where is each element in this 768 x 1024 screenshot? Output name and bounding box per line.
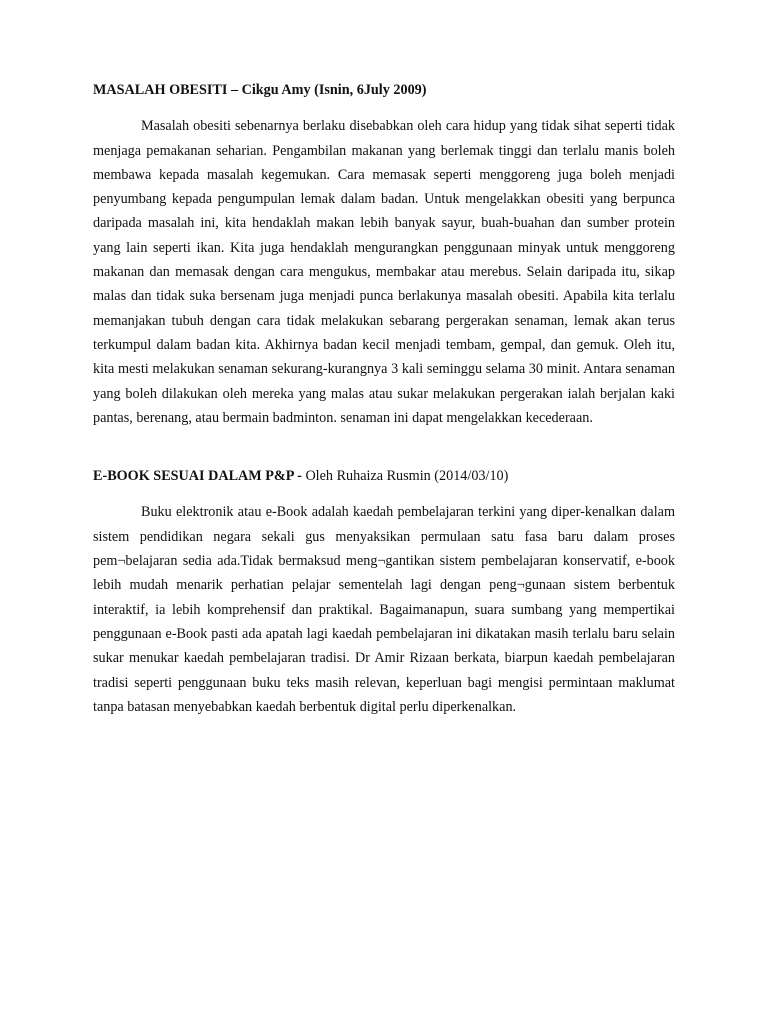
article-byline: Oleh Ruhaiza Rusmin (2014/03/10) <box>305 468 509 485</box>
article-heading <box>93 464 675 488</box>
article-title: MASALAH OBESITI – Cikgu Amy (Isnin, 6July 2009) <box>93 82 427 98</box>
document-page <box>93 78 675 719</box>
article-ebook <box>93 464 675 719</box>
article-heading <box>93 78 675 102</box>
article-title: E-BOOK SESUAI DALAM P&P - <box>93 468 306 485</box>
article-obesiti <box>93 78 675 430</box>
article-body: Buku elektronik atau e-Book adalah kaedah pembelajaran terkini yang diper-kenalkan dalam sistem pendidikan negara sekali gus menyaksikan permulaan satu fasa baru dalam proses pem¬belajaran sedia ada.Tidak bermaksud meng¬gantikan sistem pembelajaran konservatif, e-book lebih mudah menarik perhatian pelajar sementelah lagi dengan peng¬gunaan sistem berbentuk interaktif, ia lebih komprehensif dan praktikal. Bagaimanapun, suara sumbang yang mempertikai penggunaan e-Book pasti ada apatah lagi kaedah pembelajaran ini dikatakan masih terlalu baru selain sukar menukar kaedah pembelajaran tradisi. Dr Amir Rizaan berkata, biarpun kaedah pembelajaran tradisi seperti penggunaan buku teks masih relevan, keperluan bagi mengisi permintaan maklumat tanpa batasan menyebabkan kaedah berbentuk digital perlu diperkenalkan. <box>93 504 675 715</box>
article-body: Masalah obesiti sebenarnya berlaku disebabkan oleh cara hidup yang tidak sihat seperti tidak menjaga pemakanan seharian. Pengambilan makanan yang berlemak tinggi dan terlalu manis boleh membawa kepada masalah kegemukan. Cara memasak seperti menggoreng juga boleh menjadi penyumbang kepada pengumpulan lemak dalam badan. Untuk mengelakkan obesiti yang berpunca daripada masalah ini, kita hendaklah makan lebih banyak sayur, buah-buahan dan sumber protein yang lain seperti ikan. Kita juga hendaklah mengurangkan penggunaan minyak untuk menggoreng makanan dan memasak dengan cara mengukus, membakar atau merebus. Selain daripada itu, sikap malas dan tidak suka bersenam juga menjadi punca berlakunya masalah obesiti. Apabila kita terlalu memanjakan tubuh dengan cara tidak melakukan sebarang pergerakan senaman, lemak akan terus terkumpul dalam badan kita. Akhirnya badan kecil menjadi tembam, gempal, dan gemuk. Oleh itu, kita mesti melakukan senaman sekurang-kurangnya 3 kali seminggu selama 30 minit. Antara senaman yang boleh dilakukan oleh mereka yang malas atau sukar melakukan pergerakan ialah berjalan kaki pantas, berenang, atau bermain badminton. senaman ini dapat mengelakkan kecederaan. <box>93 118 675 426</box>
